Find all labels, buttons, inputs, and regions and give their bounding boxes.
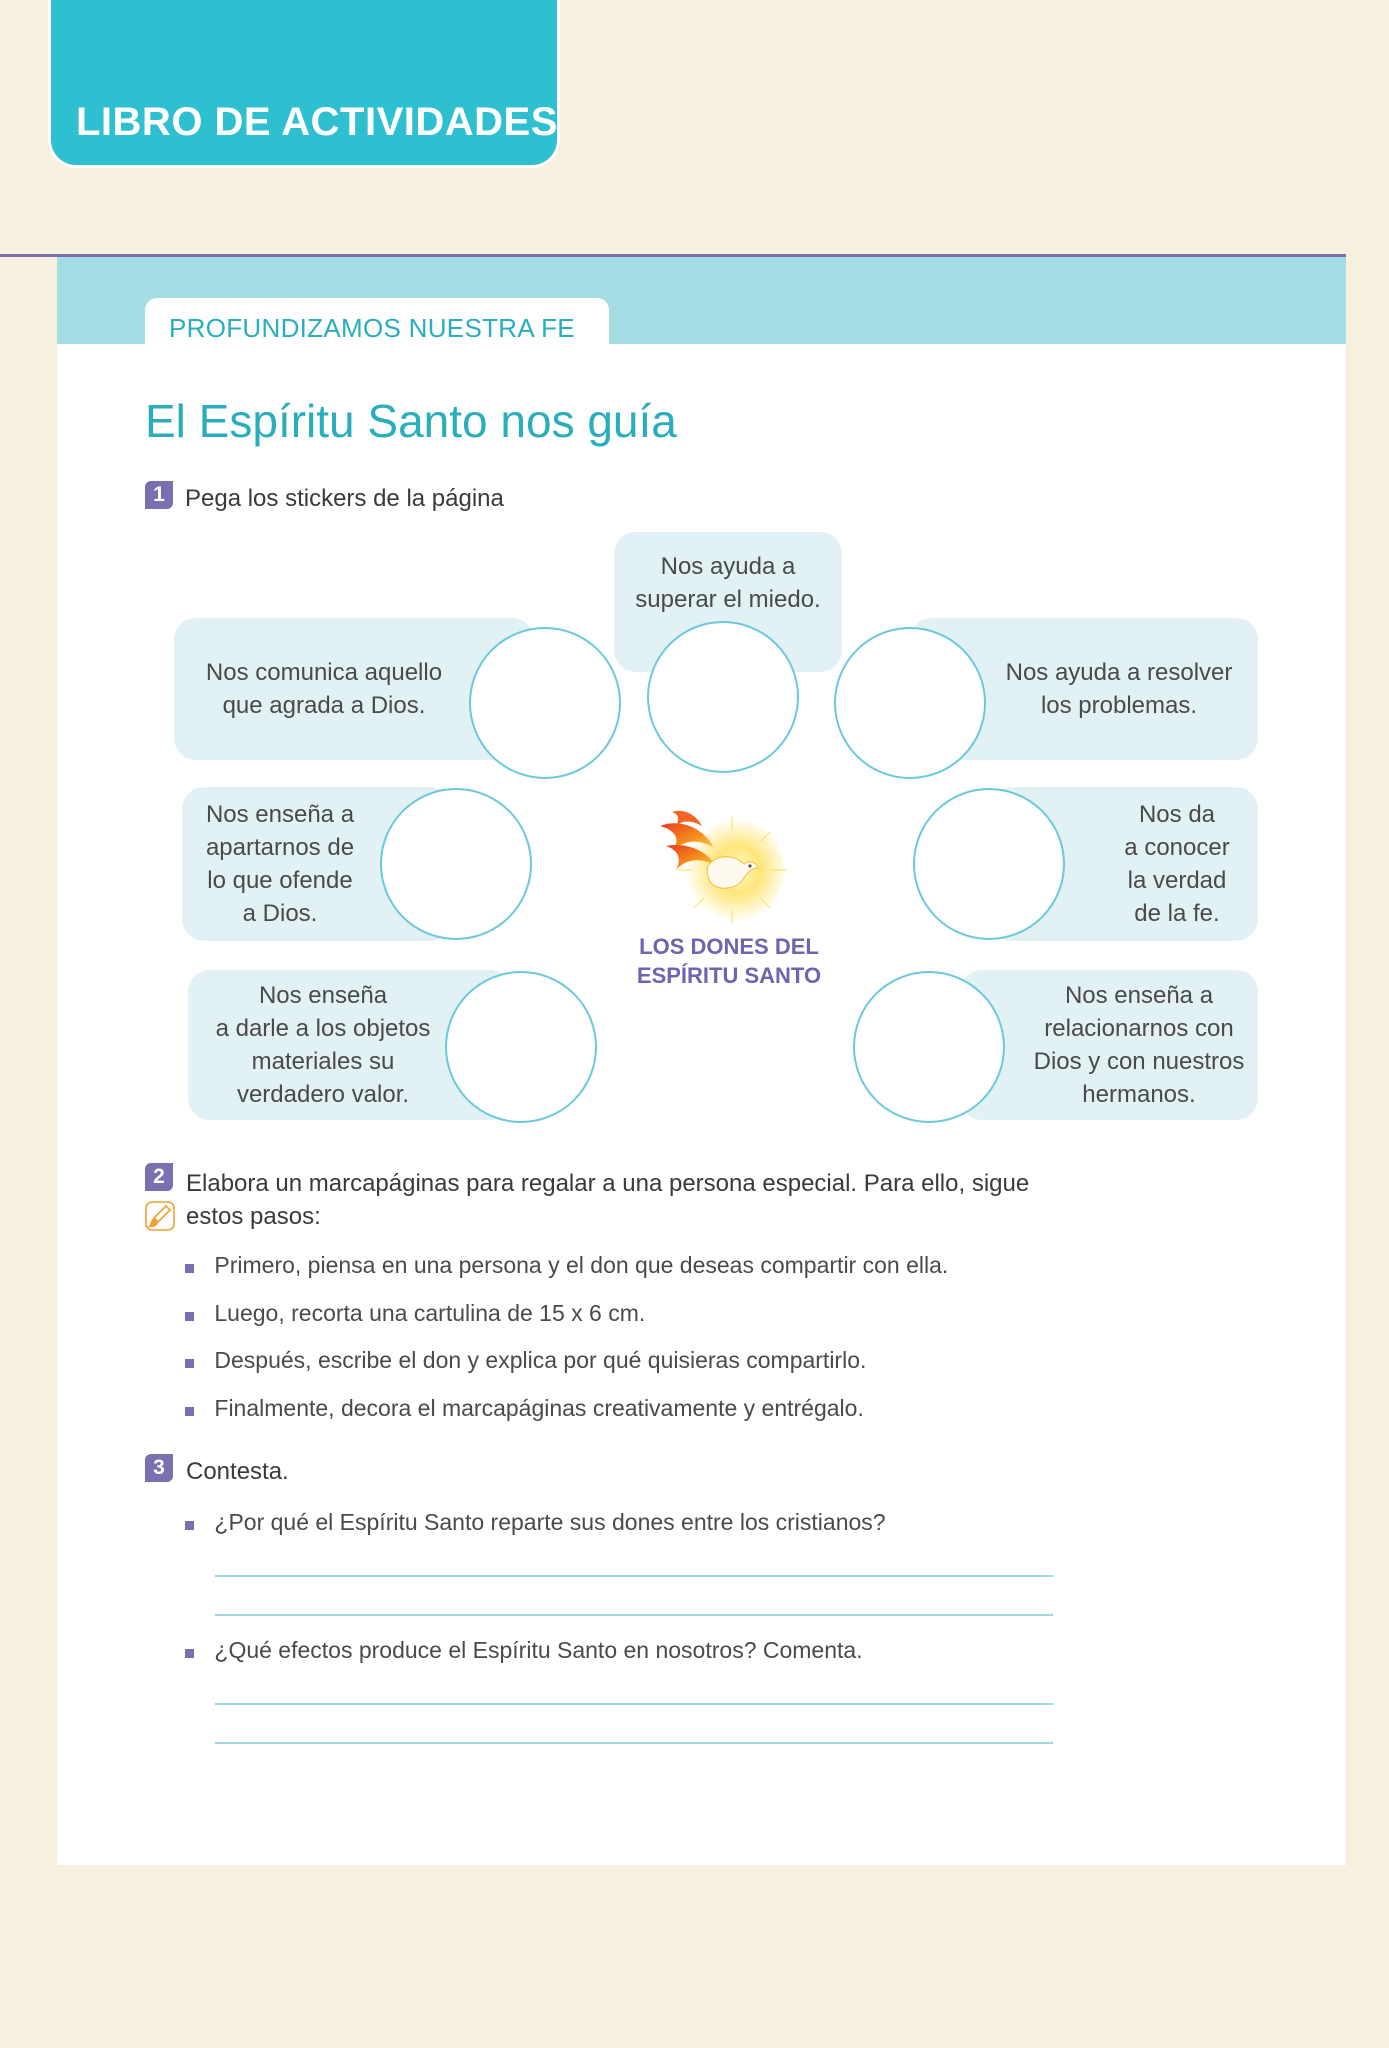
exercise-2-instruction — [186, 1167, 1086, 1233]
bubble-line: Nos comunica aquello — [205, 659, 443, 686]
exercise-2-instruction-line1: Elabora un marcapáginas para regalar a una persona especial. Para ello, sigue — [186, 1170, 1030, 1197]
sticker-slot-problems[interactable] — [834, 627, 986, 779]
bubble-line: que agrada a Dios. — [222, 692, 426, 719]
sticker-slot-truth[interactable] — [913, 788, 1065, 940]
step-text: Después, escribe el don y explica por qué quisieras compartirlo. — [214, 1347, 867, 1373]
exercise-3-instruction: Contesta. — [186, 1458, 289, 1485]
gifts-center-label — [600, 932, 858, 990]
list-item — [185, 1300, 645, 1327]
bubble-line: apartarnos de — [205, 834, 355, 861]
section-tab-label: PROFUNDIZAMOS NUESTRA FE — [169, 313, 575, 343]
sticker-slot-relationships[interactable] — [853, 971, 1005, 1123]
bullet-icon — [185, 1521, 194, 1530]
bubble-line: los problemas. — [1040, 692, 1198, 719]
bubble-line: a darle a los objetos — [215, 1015, 431, 1042]
header-tab-label: LIBRO DE ACTIVIDADES — [76, 100, 558, 144]
question-item — [185, 1637, 863, 1664]
exercise-1-instruction: Pega los stickers de la página — [185, 485, 504, 512]
exercise-3-number: 3 — [145, 1454, 173, 1482]
question-text: ¿Por qué el Espíritu Santo reparte sus dones entre los cristianos? — [214, 1509, 886, 1535]
bubble-line: materiales su — [251, 1048, 395, 1075]
center-label-line2: ESPÍRITU SANTO — [636, 963, 822, 988]
bubble-line: a conocer — [1124, 834, 1230, 861]
bubble-line: de la fe. — [1134, 900, 1220, 927]
bullet-icon — [185, 1312, 194, 1321]
bullet-icon — [185, 1264, 194, 1273]
bubble-line: Nos enseña a — [1064, 982, 1214, 1009]
bubble-line: Nos ayuda a — [660, 553, 796, 580]
paintbrush-icon — [144, 1200, 176, 1232]
question-text: ¿Qué efectos produce el Espíritu Santo en nosotros? Comenta. — [214, 1637, 863, 1663]
center-label-line1: LOS DONES DEL — [639, 934, 819, 959]
answer-line[interactable] — [215, 1575, 1053, 1577]
bubble-line: verdadero valor. — [236, 1081, 410, 1108]
bubble-line: superar el miedo. — [635, 586, 821, 613]
bubble-line: Dios y con nuestros — [1033, 1048, 1245, 1075]
sticker-slot-fear[interactable] — [647, 621, 799, 773]
bullet-icon — [185, 1359, 194, 1368]
list-item — [185, 1347, 866, 1374]
list-item — [185, 1252, 948, 1279]
step-text: Finalmente, decora el marcapáginas creativamente y entrégalo. — [214, 1395, 864, 1421]
bubble-line: hermanos. — [1082, 1081, 1196, 1108]
exercise-2-instruction-line2: estos pasos: — [186, 1203, 321, 1230]
answer-line[interactable] — [215, 1742, 1053, 1744]
bubble-line: Nos enseña a — [205, 801, 355, 828]
holy-spirit-dove-icon — [652, 808, 792, 928]
bubble-line: Nos enseña — [258, 982, 388, 1009]
bubble-line: lo que ofende — [207, 867, 353, 894]
step-text: Primero, piensa en una persona y el don que deseas compartir con ella. — [214, 1252, 949, 1278]
list-item — [185, 1395, 864, 1422]
exercise-2-number: 2 — [145, 1163, 173, 1191]
page-title: El Espíritu Santo nos guía — [145, 395, 677, 447]
answer-line[interactable] — [215, 1703, 1053, 1705]
bubble-line: relacionarnos con — [1044, 1015, 1234, 1042]
bubble-line: Nos da — [1138, 801, 1216, 828]
question-item — [185, 1509, 886, 1536]
sticker-slot-material-value[interactable] — [445, 971, 597, 1123]
sticker-slot-pleases-god[interactable] — [469, 627, 621, 779]
bullet-icon — [185, 1407, 194, 1416]
bubble-line: la verdad — [1127, 867, 1227, 894]
sticker-slot-avoid-offense[interactable] — [380, 788, 532, 940]
step-text: Luego, recorta una cartulina de 15 x 6 cm. — [214, 1300, 646, 1326]
bubble-line: a Dios. — [242, 900, 318, 927]
bubble-line: Nos ayuda a resolver — [1005, 659, 1233, 686]
bullet-icon — [185, 1649, 194, 1658]
exercise-1-number: 1 — [145, 481, 173, 509]
answer-line[interactable] — [215, 1614, 1053, 1616]
